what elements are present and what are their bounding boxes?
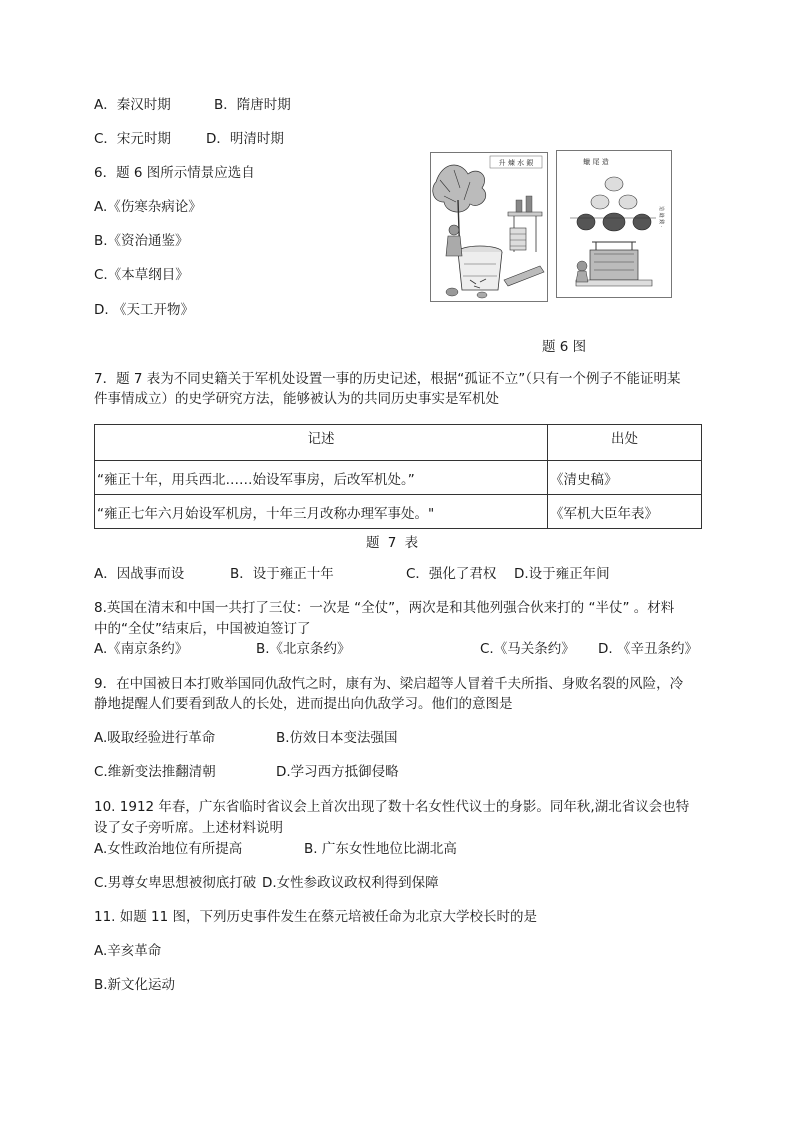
q7-option-b: B．设于雍正十年 — [230, 566, 334, 582]
q6-figure-left-title: 升 煉 水 銀 — [498, 159, 534, 167]
q6-figure-left-illustration — [430, 152, 548, 302]
table-row — [95, 461, 702, 495]
q10-stem-line-1: 10. 1912 年春，广东省临时省议会上首次出现了数十名女性代议士的身影。同年秋,湖北省议会也特 — [94, 799, 690, 815]
q9-option-d: D.学习西方抵御侵略 — [276, 764, 399, 780]
q8-option-b: B.《北京条约》 — [256, 641, 351, 657]
q7-option-a: A．因战事而设 — [94, 566, 185, 582]
q6-figure-right-title: 蠟 尾 造 — [583, 158, 609, 166]
table-row — [95, 495, 702, 529]
q6-stem: 6．题 6 图所示情景应选自 — [94, 165, 255, 181]
q11-option-b: B.新文化运动 — [94, 977, 176, 993]
q5-option-d: D．明清时期 — [206, 131, 284, 147]
q10-stem-line-2: 设了女子旁听席。上述材料说明 — [94, 820, 283, 836]
q6-option-d: D. 《天工开物》 — [94, 302, 194, 318]
q6-figure-right-illustration — [556, 150, 672, 298]
q8-stem-line-1: 8.英国在清末和中国一共打了三仗：一次是 “全仗”，两次是和其他列强合伙来打的 “半仗” 。材料 — [94, 600, 675, 616]
q5-option-b: B．隋唐时期 — [214, 97, 291, 113]
q7-stem-line-2: 件事情成立）的史学研究方法，能够被认为的共同历史事实是军机处 — [94, 391, 499, 407]
table-header-row — [95, 425, 702, 461]
table-cell-record: “雍正十年，用兵西北……始设军事房，后改军机处。” — [95, 461, 548, 495]
table-header-record: 记述 — [95, 425, 548, 461]
q6-option-a: A.《伤寒杂病论》 — [94, 199, 202, 215]
q8-option-a: A.《南京条约》 — [94, 641, 189, 657]
q11-stem: 11. 如题 11 图，下列历史事件发生在蔡元培被任命为北京大学校长时的是 — [94, 909, 538, 925]
table-cell-source: 《清史稿》 — [548, 461, 702, 495]
q8-option-c: C.《马关条约》 — [480, 641, 575, 657]
q7-option-d: D.设于雍正年间 — [514, 566, 610, 582]
q5-option-c: C．宋元时期 — [94, 131, 171, 147]
q6-option-c: C.《本草纲目》 — [94, 267, 189, 283]
q10-option-b: B. 广东女性地位比湖北高 — [304, 841, 457, 857]
q10-option-d: D.女性参政议政权利得到保障 — [262, 875, 439, 891]
q10-option-a: A.女性政治地位有所提高 — [94, 841, 243, 857]
q9-stem-line-1: 9．在中国被日本打败举国同仇敌忾之时，康有为、梁启超等人冒着千夫所指、身败名裂的风险，冷 — [94, 676, 684, 692]
q8-stem-line-2: 中的“全仗”结束后，中国被迫签订了 — [94, 621, 311, 637]
q9-option-b: B.仿效日本变法强国 — [276, 730, 398, 746]
q9-stem-line-2: 静地提醒人们要看到敌人的长处，进而提出向仇敌学习。他们的意图是 — [94, 696, 513, 712]
q5-option-a: A．秦汉时期 — [94, 97, 171, 113]
q9-option-c: C.维新变法推翻清朝 — [94, 764, 216, 780]
q6-option-b: B.《资治通鉴》 — [94, 233, 189, 249]
q9-option-a: A.吸取经验进行革命 — [94, 730, 216, 746]
q7-table — [94, 424, 702, 529]
q7-stem-line-1: 7．题 7 表为不同史籍关于军机处设置一事的历史记述，根据“孤证不立”（只有一个例子不能证明某 — [94, 371, 681, 387]
table-cell-record: “雍正七年六月始设军机房，十年三月改称办理军事处。" — [95, 495, 548, 529]
table-header-source: 出处 — [548, 425, 702, 461]
q6-figure-right-side-text: 造 縫 錢 · — [658, 206, 664, 228]
q7-option-c: C．强化了君权 — [406, 566, 497, 582]
q6-figure-caption: 题 6 图 — [542, 339, 587, 355]
q10-option-c: C.男尊女卑思想被彻底打破 — [94, 875, 257, 891]
q11-option-a: A.辛亥革命 — [94, 943, 162, 959]
table-cell-source: 《军机大臣年表》 — [548, 495, 702, 529]
q8-option-d: D. 《辛丑条约》 — [598, 641, 698, 657]
q7-table-caption: 题 7 表 — [366, 535, 419, 551]
